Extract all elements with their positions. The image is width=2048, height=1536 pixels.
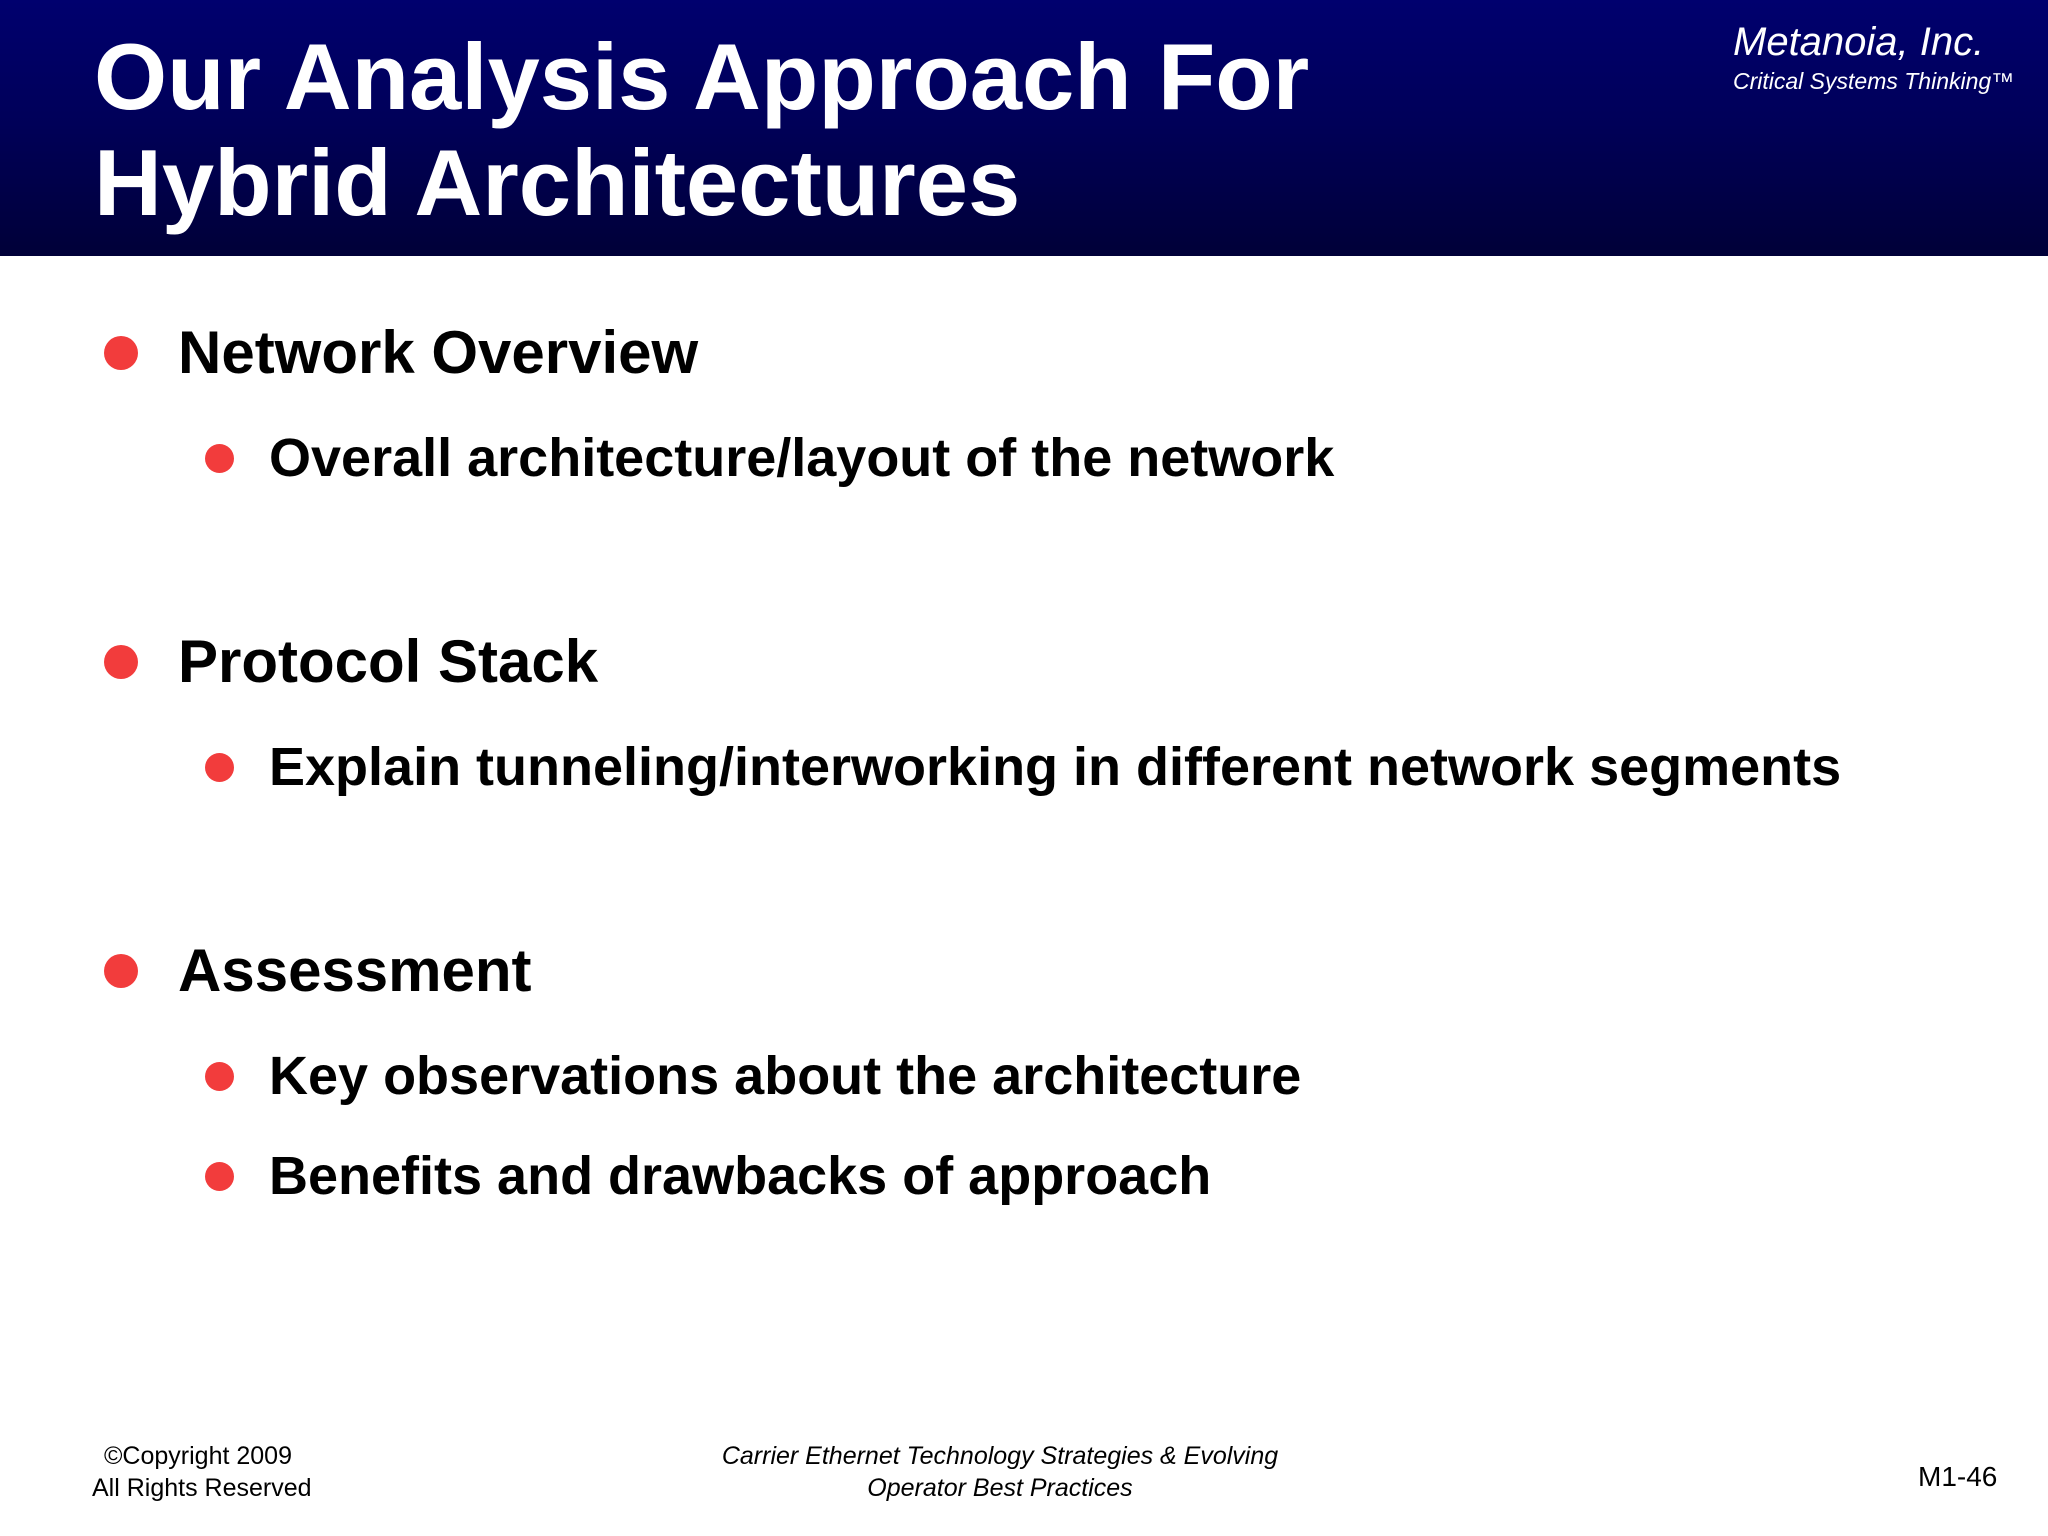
bullet-dot-icon [205, 1162, 234, 1191]
sub-bullet-text: Overall architecture/layout of the network [269, 428, 1335, 488]
sub-bullet-text: Explain tunneling/interworking in different network segments [269, 737, 1842, 797]
brand-name: Metanoia, Inc. [1733, 20, 1985, 64]
course-title-line-1: Carrier Ethernet Technology Strategies & Evolving [721, 1442, 1279, 1470]
bullet-text: Protocol Stack [178, 628, 599, 695]
bullet-dot-icon [104, 645, 138, 679]
copyright-text: ©Copyright 2009 [104, 1442, 292, 1470]
sub-bullet-text: Key observations about the architecture [269, 1046, 1302, 1106]
bullet-dot-icon [205, 1062, 234, 1091]
slide-header [0, 0, 2048, 256]
brand-block [1733, 18, 2014, 96]
bullet-item [104, 935, 532, 1007]
bullet-dot-icon [104, 954, 138, 988]
bullet-dot-icon [205, 753, 234, 782]
bullet-item [104, 317, 698, 389]
bullet-dot-icon [205, 444, 234, 473]
bullet-text: Network Overview [178, 319, 699, 386]
slide-title-line-2: Hybrid Architectures [94, 130, 1021, 235]
sub-bullet-item [205, 734, 1841, 800]
footer-course-title [600, 1440, 1400, 1504]
sub-bullet-item [205, 425, 1334, 491]
page-number: M1-46 [1918, 1461, 1998, 1492]
bullet-text: Assessment [178, 937, 532, 1004]
slide-title-line-1: Our Analysis Approach For [94, 24, 1310, 129]
slide-title [94, 24, 1309, 236]
sub-bullet-item [205, 1143, 1211, 1209]
rights-text: All Rights Reserved [92, 1474, 312, 1502]
sub-bullet-text: Benefits and drawbacks of approach [269, 1146, 1212, 1206]
bullet-dot-icon [104, 336, 138, 370]
course-title-line-2: Operator Best Practices [867, 1474, 1133, 1502]
brand-tagline: Critical Systems Thinking™ [1733, 68, 2015, 94]
footer-copyright [92, 1440, 312, 1504]
bullet-item [104, 626, 598, 698]
sub-bullet-item [205, 1043, 1301, 1109]
